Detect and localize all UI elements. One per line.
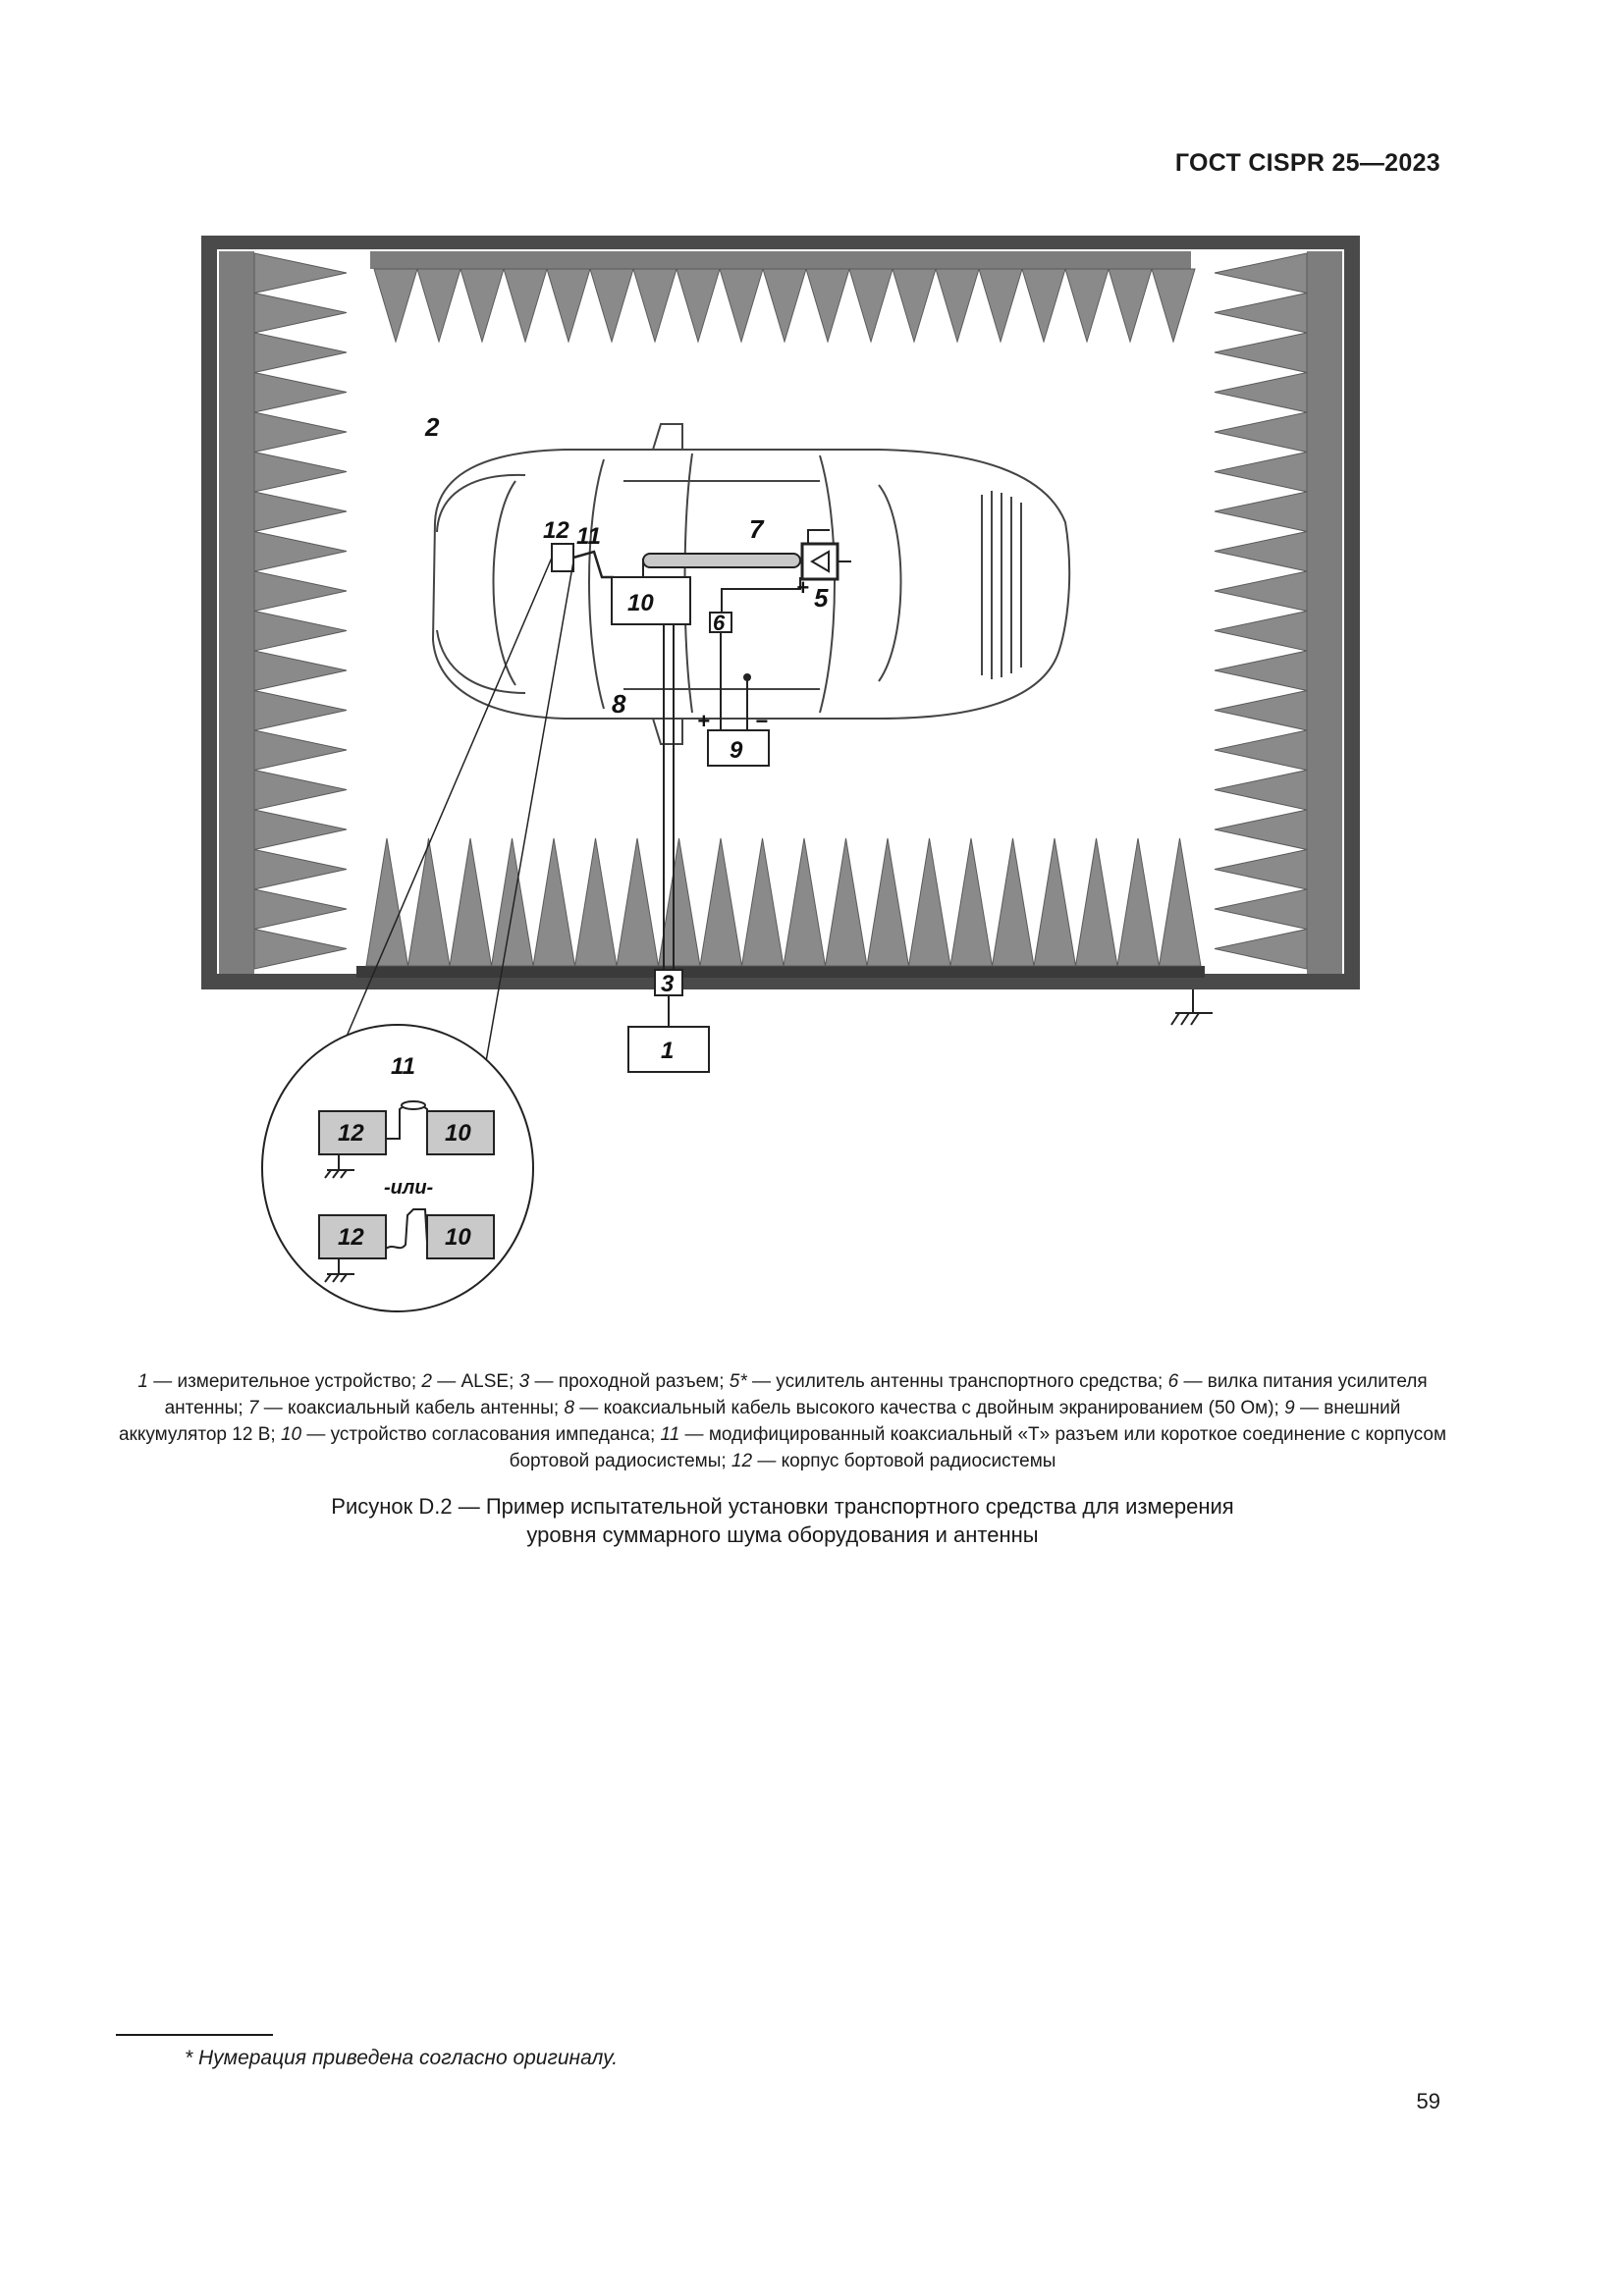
legend-item-text: — вилка питания усилителя антенны; [164,1371,1428,1418]
legend-item-text: — внешний аккумулятор 12 В; [118,1398,1401,1445]
label-battery-plus: + [697,709,710,733]
label-t-connector: 11 [576,523,601,550]
footnote: * Нумерация приведена согласно оригиналу. [185,2047,619,2069]
top-absorber-base [370,251,1191,269]
antenna-amplifier-box [802,544,838,579]
label-detail-matcher-bottom: 10 [445,1224,471,1251]
label-or: -или- [384,1177,434,1199]
test-setup-diagram [191,228,1399,1317]
label-radio-housing: 12 [543,517,569,544]
label-power-plug: 6 [713,611,726,635]
label-plus-amp: + [796,575,809,600]
left-absorber-base [219,251,254,974]
legend-item-text: — усилитель антенны транспортного средства; [746,1371,1168,1392]
legend-item-text: — корпус бортовой радиосистемы [752,1451,1056,1471]
label-detail-radio-top: 12 [338,1120,364,1147]
legend-item-number: 1 [137,1371,148,1392]
label-battery-minus: − [755,709,768,733]
label-amplifier: 5 [814,583,829,613]
legend-item-text: — коаксиальный кабель антенны; [258,1398,565,1418]
label-alse: 2 [425,412,440,442]
legend-item-text: — устройство согласования импеданса; [301,1424,661,1445]
label-detail-radio-bottom: 12 [338,1224,364,1251]
label-bulkhead: 3 [661,971,675,997]
label-impedance-matcher: 10 [627,590,654,616]
figure-legend [116,1368,1449,1474]
legend-item-number: 11 [660,1424,680,1445]
label-detail-matcher-top: 10 [445,1120,471,1147]
right-absorber-base [1307,251,1342,974]
legend-item-number: 6 [1167,1371,1179,1392]
legend-item-number: 5* [729,1371,747,1392]
legend-item-number: 2 [421,1371,432,1392]
legend-item-text: — измерительное устройство; [147,1371,422,1392]
label-shielded-coax: 8 [612,689,626,719]
page-number: 59 [1416,2089,1440,2113]
caption-line-1: Рисунок D.2 — Пример испытательной установки транспортного средства для измерения [331,1494,1234,1519]
antenna-cable-body [643,554,800,567]
legend-item-number: 8 [564,1398,575,1418]
legend-item-number: 12 [731,1451,753,1471]
legend-item-text: — проходной разъем; [529,1371,730,1392]
label-detail-t-connector: 11 [391,1053,415,1080]
footnote-separator [116,2034,273,2036]
legend-item-text: — модифицированный коаксиальный «T» разъем или короткое соединение с корпусом бортовой радиосистемы; [509,1424,1447,1471]
bottom-absorber-base [356,966,1205,978]
test-setup-figure [191,228,1399,1317]
chamber-ground-symbol [1171,989,1213,1025]
document-code: ГОСТ CISPR 25—2023 [1174,149,1440,177]
legend-item-text: — коаксиальный кабель высокого качества с двойным экранированием (50 Ом); [574,1398,1285,1418]
caption-line-2: уровня суммарного шума оборудования и антенны [526,1522,1039,1547]
legend-item-number: 7 [247,1398,259,1418]
legend-item-text: — ALSE; [431,1371,519,1392]
label-battery: 9 [730,737,743,764]
legend-item-number: 10 [280,1424,302,1445]
legend-item-number: 3 [518,1371,530,1392]
radio-housing-small [552,544,573,571]
legend-item-number: 9 [1284,1398,1295,1418]
label-measuring-instrument: 1 [661,1038,675,1064]
label-antenna-cable: 7 [749,514,764,544]
figure-caption [116,1492,1449,1549]
